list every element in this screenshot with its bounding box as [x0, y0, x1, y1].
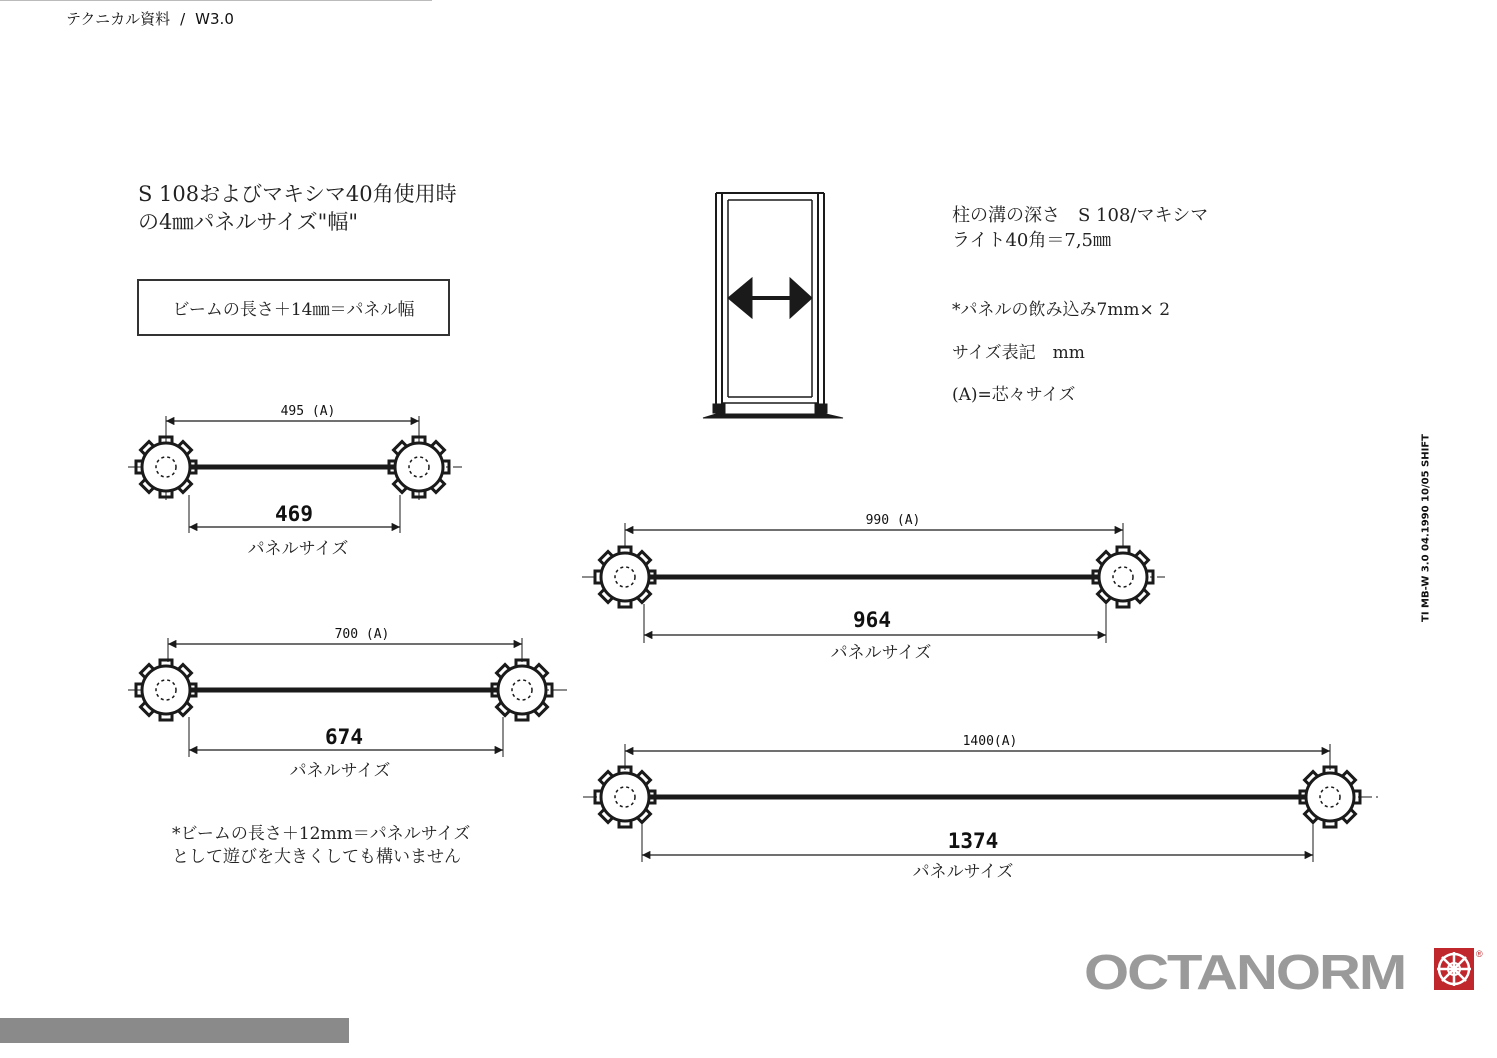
octanorm-logo: OCTANORM: [1084, 944, 1406, 1000]
panel-dimension-964: 964: [853, 608, 891, 632]
heading-line-1: S 108およびマキシマ40角使用時: [138, 182, 457, 206]
footer-bar: [0, 1018, 349, 1043]
groove-line-2: ライト40角＝7,5㎜: [952, 230, 1111, 251]
beam-note-line-2: として遊びを大きくしても構いません: [172, 847, 461, 867]
formula-text: ビームの長さ＋14㎜＝パネル幅: [172, 300, 415, 320]
header-separator: /: [180, 10, 186, 28]
beam-note-line-1: *ビームの長さ＋12mm＝パネルサイズ: [172, 824, 471, 844]
center-size-note: (A)=芯々サイズ: [952, 385, 1076, 405]
panel-size-caption: パネルサイズ: [912, 862, 1014, 882]
axis-dimension-495: 495 (A): [280, 404, 336, 419]
panel-dimension-1374: 1374: [947, 829, 999, 853]
side-code-text: TI MB-W 3.0 04.1990 10/05 SHIFT: [1420, 433, 1432, 622]
panel-size-caption: パネルサイズ: [289, 761, 391, 781]
header-code: W3.0: [195, 10, 234, 28]
insertion-note: *パネルの飲み込み7mm× 2: [952, 300, 1171, 320]
panel-size-caption: パネルサイズ: [247, 539, 349, 559]
axis-dimension-990: 990 (A): [865, 513, 921, 528]
axis-dimension-700: 700 (A): [334, 627, 390, 642]
groove-line-1: 柱の溝の深さ S 108/マキシマ: [952, 205, 1209, 226]
heading-line-2: の4㎜パネルサイズ"幅": [138, 210, 358, 234]
panel-elevation-sketch: [703, 193, 843, 418]
octanorm-mark-icon: [1434, 948, 1474, 990]
registered-mark: ®: [1476, 949, 1483, 959]
units-note: サイズ表記 mm: [952, 343, 1085, 363]
panel-dimension-469: 469: [275, 502, 313, 526]
panel-size-caption: パネルサイズ: [830, 643, 932, 663]
header-title: テクニカル資料: [66, 10, 171, 28]
side-document-code: [1410, 433, 1442, 622]
panel-dimension-674: 674: [325, 725, 363, 749]
axis-dimension-1400: 1400(A): [962, 734, 1018, 749]
